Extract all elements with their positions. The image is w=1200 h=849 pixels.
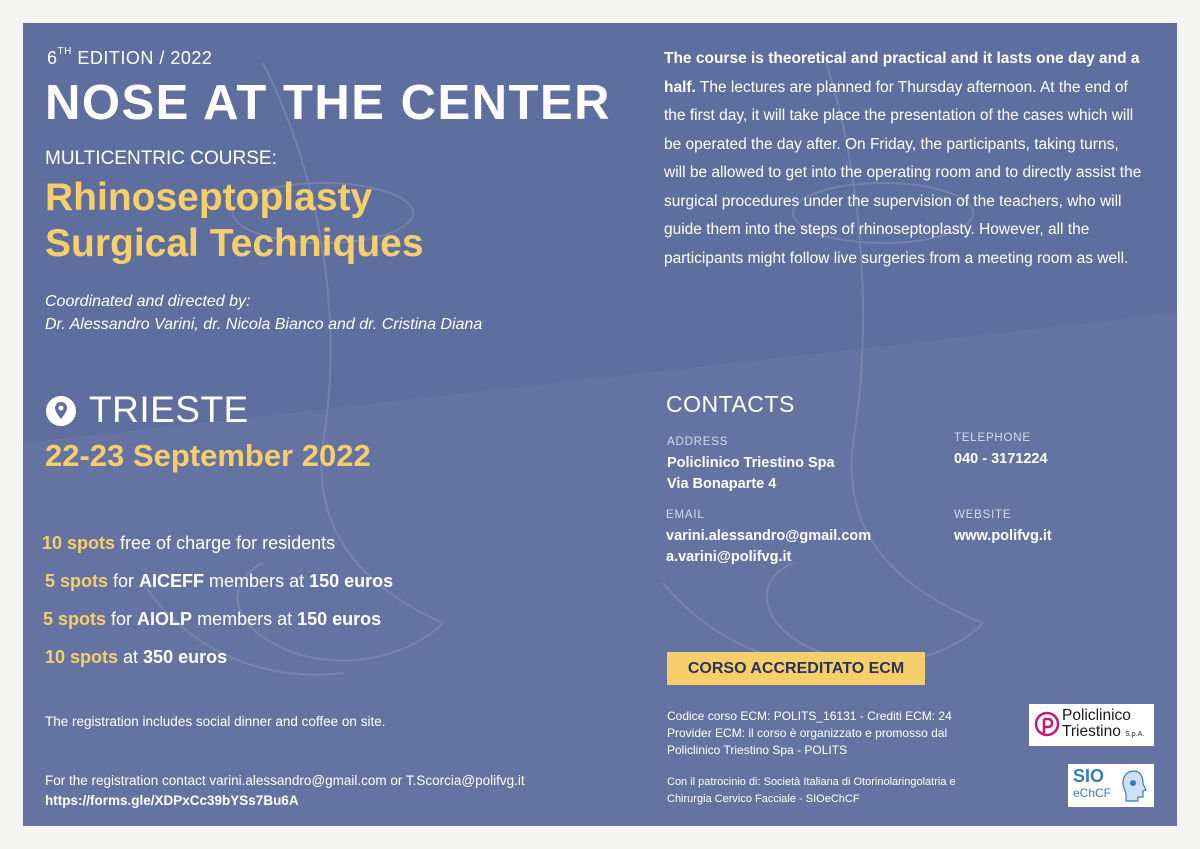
email-label: EMAIL [666, 509, 705, 521]
website-label: WEBSITE [954, 509, 1012, 521]
policlinico-logo: Policlinico Triestino S.p.A. [1029, 704, 1154, 746]
sio-logo: SIO eChCF [1068, 764, 1154, 807]
patronage-info: Con il patrocinio di: Società Italiana di Otorinolaringolatria e Chirurgia Cervico Facciale - SIOeChCF [667, 776, 956, 805]
course-description [664, 45, 1144, 273]
spots-general: 10 spots at 350 euros [45, 647, 228, 667]
email-link-2[interactable]: a.varini@polifvg.it [666, 549, 792, 565]
course-name [45, 175, 424, 267]
policlinico-mark-icon [1034, 711, 1060, 739]
website-link[interactable]: www.polifvg.it [954, 528, 1052, 544]
telephone-label: TELEPHONE [954, 432, 1031, 444]
registration-contact [45, 771, 525, 811]
registration-contact-text: For the registration contact varini.alessandro@gmail.com or T.Scorcia@polifvg.it [45, 773, 525, 788]
event-dates: 22-23 September 2022 [45, 438, 371, 473]
email-values [666, 526, 871, 568]
course-subhead: MULTICENTRIC COURSE: [45, 148, 277, 169]
course-flyer [23, 23, 1177, 826]
edition-label: 6TH EDITION / 2022 [47, 46, 213, 68]
spots-residents: 10 spots free of charge for residents [42, 533, 336, 553]
spots-aiolp: 5 spots for AIOLP members at 150 euros [43, 609, 382, 629]
description-body: The lectures are planned for Thursday afternoon. At the end of the first day, it will take place the presentation of the cases which will be operated the day after. On Friday, the participants, taking turns, will be allowed to get into the operating room and to directly assist the surgical procedures under the supervision of the teachers, who will guide them into the steps of rhinoseptoplasty. However, all the participants might follow live surgeries from a meeting room as well. [664, 78, 1142, 267]
email-link-1[interactable]: varini.alessandro@gmail.com [666, 528, 872, 544]
contacts-heading: CONTACTS [666, 391, 795, 417]
course-name-line2: Surgical Techniques [45, 222, 424, 265]
location-pin-icon [45, 395, 77, 427]
telephone-value[interactable]: 040 - 3171224 [954, 451, 1048, 467]
ecm-info: Codice corso ECM: POLITS_16131 - Crediti ECM: 24 Provider ECM: il corso è organizzato e promosso dal Policlinico Triestino Spa - POLITS [667, 709, 952, 757]
course-title: NOSE AT THE CENTER [45, 76, 612, 130]
registration-form-link[interactable]: https://forms.gle/XDPxCc39bYSs7Bu6A [45, 793, 299, 808]
address-value: Policlinico Triestino Spa Via Bonaparte 4 [667, 455, 835, 492]
directors: Dr. Alessandro Varini, dr. Nicola Bianco and dr. Cristina Diana [45, 316, 483, 333]
description-lead: The course is theoretical and practical and it lasts one day and a half. [664, 50, 1140, 96]
registration-note: The registration includes social dinner and coffee on site. [45, 714, 386, 729]
coordinated-label: Coordinated and directed by: [45, 293, 251, 310]
sio-head-icon [1118, 768, 1150, 804]
address-label: ADDRESS [667, 436, 729, 448]
course-name-line1: Rhinoseptoplasty [45, 176, 373, 219]
event-city: TRIESTE [89, 389, 249, 430]
spots-aiceff: 5 spots for AICEFF members at 150 euros [45, 571, 394, 591]
ecm-badge: CORSO ACCREDITATO ECM [667, 652, 925, 685]
